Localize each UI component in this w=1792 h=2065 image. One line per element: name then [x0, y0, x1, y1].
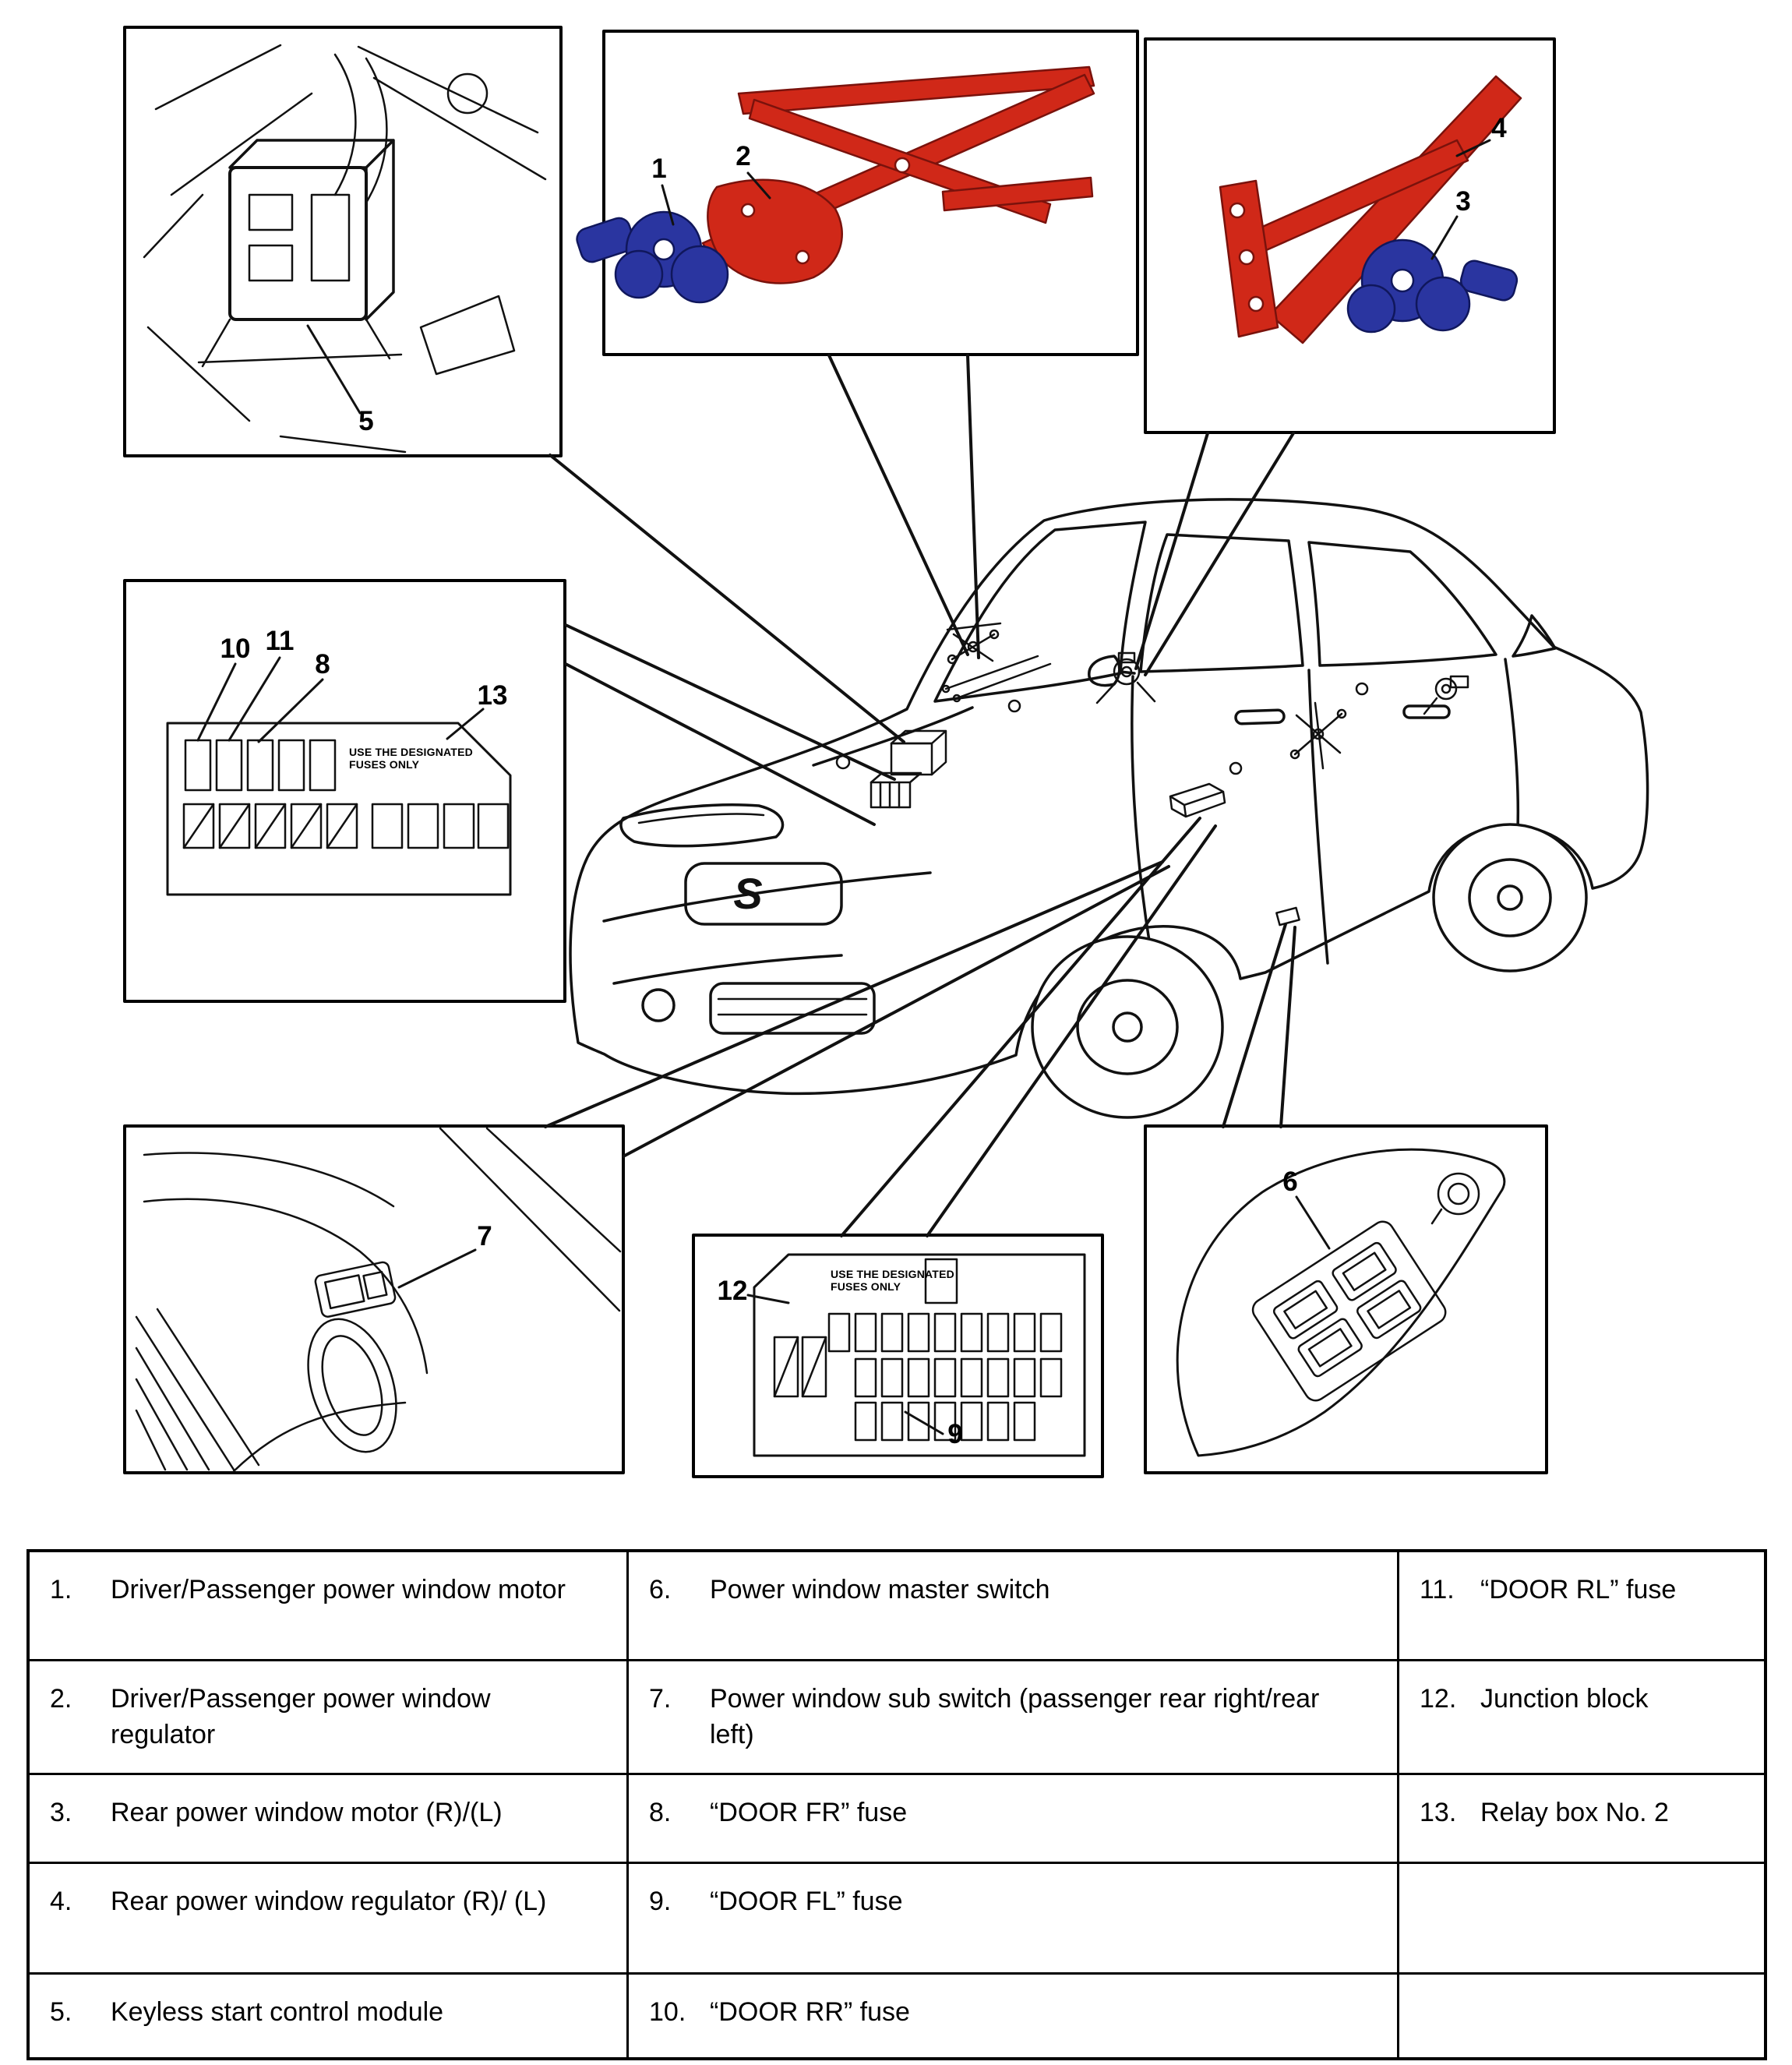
leader-front-reg-1 — [829, 355, 968, 655]
label-9: 9 — [947, 1419, 963, 1449]
headlight — [621, 805, 783, 846]
front-door-handle — [1236, 710, 1285, 724]
front-wheel — [1032, 937, 1222, 1117]
bumper-crease-lower — [614, 955, 841, 983]
legend-item-number: 7. — [649, 1684, 672, 1714]
fog-lamp — [643, 990, 674, 1021]
legend-cell-empty-1 — [1399, 1864, 1764, 1975]
label-2: 2 — [735, 141, 751, 171]
legend-cell-7 — [629, 1661, 1399, 1775]
junction-block-location-sketch — [1170, 784, 1225, 817]
legend-cell-10 — [629, 1975, 1399, 2057]
leader-keyless — [550, 455, 904, 742]
callout-keyless-module — [125, 27, 561, 456]
leader-lines — [545, 355, 1298, 1236]
legend-item-number: 5. — [50, 1997, 72, 2027]
legend-item-number: 11. — [1420, 1575, 1455, 1604]
label-13: 13 — [477, 680, 508, 711]
legend-item-number: 9. — [649, 1887, 672, 1916]
legend-item-label: Rear power window motor (R)/(L) — [111, 1798, 503, 1827]
label-8: 8 — [315, 649, 330, 680]
legend-cell-3 — [30, 1775, 629, 1864]
rear-door-motor-sketch — [1424, 676, 1468, 714]
legend-item-number: 2. — [50, 1684, 72, 1714]
b-pillar-line — [1309, 670, 1328, 963]
legend-cell-empty-2 — [1399, 1975, 1764, 2057]
legend-cell-12 — [1399, 1661, 1764, 1775]
suzuki-logo: S — [733, 869, 763, 918]
rear-regulator-location-sketch — [1097, 653, 1155, 703]
callout-frame — [125, 1126, 623, 1473]
legend-item-label: Junction block — [1480, 1684, 1649, 1714]
label-6: 6 — [1282, 1167, 1298, 1197]
legend-cell-1 — [30, 1552, 629, 1661]
label-7: 7 — [477, 1221, 492, 1251]
legend-item-number: 10. — [649, 1997, 686, 2027]
fuse-note-line2: FUSES ONLY — [349, 758, 420, 771]
legend-item-label: Power window sub switch (passenger rear right/rear left) — [710, 1684, 1320, 1749]
front-door-mechanism-sketch — [1291, 703, 1346, 768]
bumper-crease-upper — [604, 873, 930, 921]
label-4: 4 — [1491, 113, 1507, 143]
legend-cell-9 — [629, 1864, 1399, 1975]
legend-item-label: Relay box No. 2 — [1480, 1798, 1669, 1827]
legend-item-label: Power window master switch — [710, 1575, 1050, 1604]
callout-relay-box — [125, 581, 565, 1001]
label-11: 11 — [265, 626, 295, 656]
legend-cell-13 — [1399, 1775, 1764, 1864]
lower-intake — [711, 983, 874, 1033]
car-illustration — [570, 499, 1648, 1117]
front-door-glass — [1141, 535, 1303, 672]
label-3: 3 — [1455, 186, 1471, 217]
legend-cell-2 — [30, 1661, 629, 1775]
legend-item-number: 1. — [50, 1575, 72, 1604]
callout-junction-block — [693, 1235, 1102, 1477]
intake-slats — [718, 999, 866, 1015]
leader-relay-box-1 — [566, 625, 894, 779]
callout-master-switch — [1145, 1126, 1547, 1473]
legend-item-label: Rear power window regulator (R)/ (L) — [111, 1887, 547, 1916]
label-10: 10 — [220, 634, 251, 664]
callout-rear-regulator — [1145, 39, 1554, 432]
legend-cell-4 — [30, 1864, 629, 1975]
legend-item-label: Driver/Passenger power window regulator — [111, 1684, 491, 1749]
legend-item-number: 4. — [50, 1887, 72, 1916]
fuse-note-line1: USE THE DESIGNATED — [831, 1268, 954, 1280]
engine-room-fusebox-sketch — [871, 773, 921, 807]
label-1: 1 — [651, 154, 667, 184]
label-5: 5 — [358, 406, 374, 436]
legend-table — [26, 1549, 1767, 2060]
legend-item-number: 6. — [649, 1575, 672, 1604]
front-door-line — [1132, 676, 1150, 946]
leader-front-reg-2 — [968, 355, 979, 658]
legend-item-number: 12. — [1420, 1684, 1457, 1714]
quarter-glass — [1513, 616, 1555, 656]
legend-item-number: 13. — [1420, 1798, 1457, 1827]
legend-cell-5 — [30, 1975, 629, 2057]
legend-item-number: 8. — [649, 1798, 672, 1827]
legend-item-label: “DOOR RL” fuse — [1480, 1575, 1677, 1604]
leader-master-switch-2 — [1281, 927, 1295, 1127]
fuse-note-line1: USE THE DESIGNATED — [349, 746, 473, 758]
leader-master-switch-1 — [1223, 924, 1286, 1127]
grille — [686, 863, 841, 924]
callout-sub-switch — [125, 1126, 623, 1473]
legend-item-label: “DOOR RR” fuse — [710, 1997, 910, 2027]
wiper-arms — [943, 656, 1050, 701]
label-12: 12 — [717, 1276, 748, 1306]
callout-frame — [1145, 1126, 1547, 1473]
side-mirror — [1089, 656, 1134, 686]
rear-wheel — [1434, 824, 1586, 971]
headlight-inner-line — [639, 814, 764, 823]
legend-cell-8 — [629, 1775, 1399, 1864]
legend-cell-11 — [1399, 1552, 1764, 1661]
legend-item-label: “DOOR FL” fuse — [710, 1887, 903, 1916]
legend-item-number: 3. — [50, 1798, 72, 1827]
rear-door-switch-sketch — [1276, 908, 1299, 925]
legend-item-label: “DOOR FR” fuse — [710, 1798, 908, 1827]
callout-front-regulator — [574, 31, 1138, 355]
fuse-note-line2: FUSES ONLY — [831, 1280, 901, 1293]
legend-item-label: Driver/Passenger power window motor — [111, 1575, 566, 1604]
legend-cell-6 — [629, 1552, 1399, 1661]
leader-rear-reg-2 — [1145, 433, 1293, 675]
legend-item-label: Keyless start control module — [111, 1997, 444, 2027]
